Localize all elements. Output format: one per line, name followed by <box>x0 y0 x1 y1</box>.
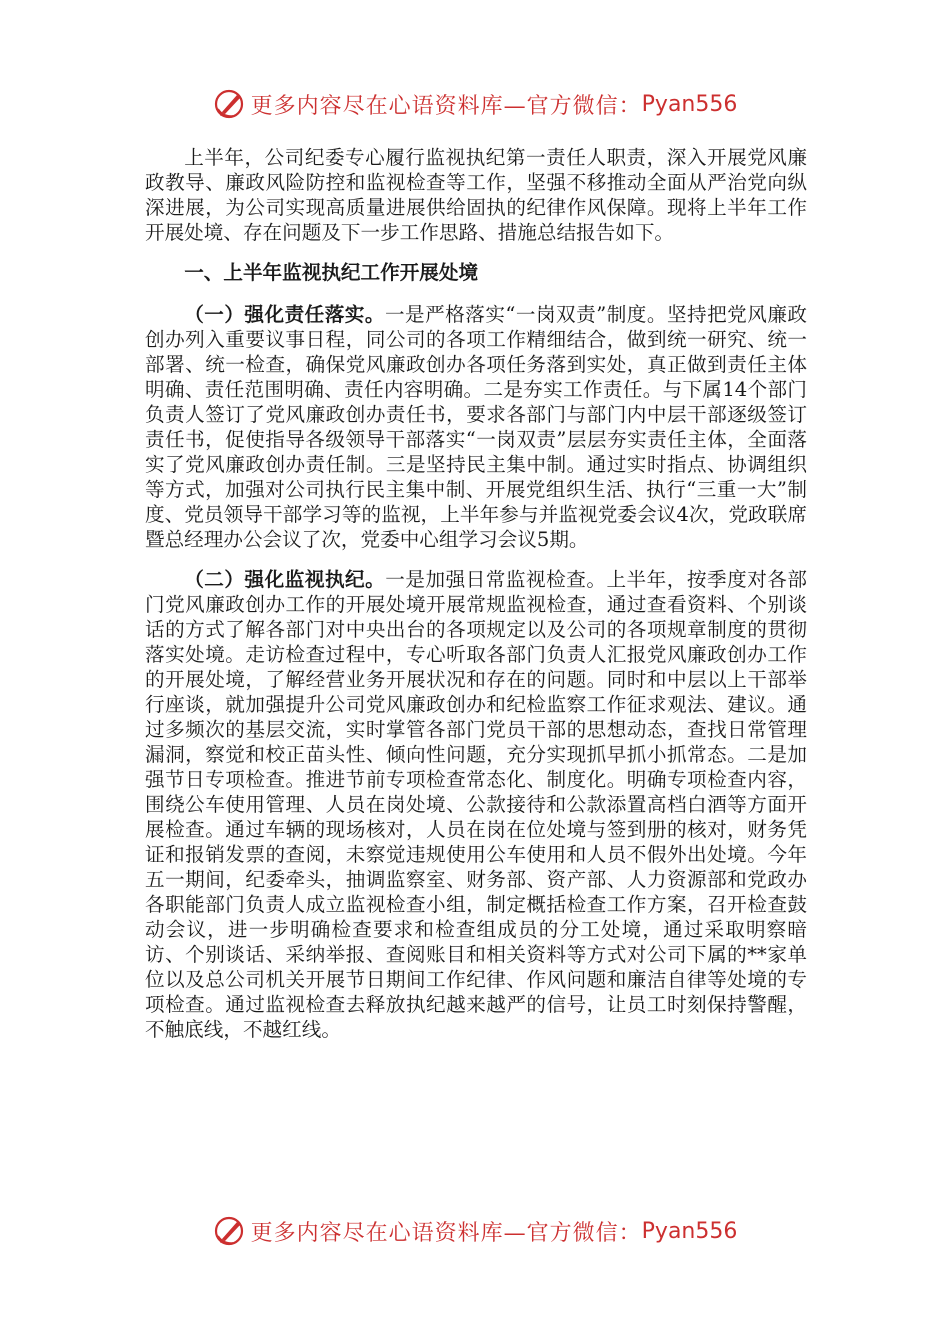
paragraph-lead: （二）强化监视执纪。 <box>184 568 386 591</box>
intro-paragraph: 上半年，公司纪委专心履行监视执纪第一责任人职责，深入开展党风廉政教导、廉政风险防控和监视检查等工作，坚强不移推动全面从严治党向纵深进展，为公司实现高质量进展供给固执的纪律作风保障。现将上半年工作开展处境、存在问题及下一步工作思路、措施总结报告如下。 <box>145 146 807 244</box>
paragraph-body: 一是加强日常监视检查。上半年，按季度对各部门党风廉政创办工作的开展处境开展常规监视检查，通过查看资料、个别谈话的方式了解各部门对中央出台的各项规定以及公司的各项规章制度的贯彻落实处境。走访检查过程中，专心听取各部门负责人汇报党风廉政创办工作的开展处境，了解经营业务开展状况和存在的问题。同时和中层以上干部举行座谈，就加强提升公司党风廉政创办和纪检监察工作征求观法、建议。通过多频次的基层交流，实时掌管各部门党员干部的思想动态，查找日常管理漏洞，察觉和校正苗头性、倾向性问题，充分实现抓早抓小抓常态。二是加强节日专项检查。推进节前专项检查常态化、制度化。明确专项检查内容，围绕公车使用管理、人员在岗处境、公款接待和公款添置高档白酒等方面开展检查。通过车辆的现场核对，人员在岗在位处境与签到册的核对，财务凭证和报销发票的查阅，未察觉违规使用公车使用和人员不假外出处境。今年五一期间，纪委牵头，抽调监察室、财务部、资产部、人力资源部和党政办各职能部门负责人成立监视检查小组，制定概括检查工作方案，召开检查鼓动会议，进一步明确检查要求和检查组成员的分工处境，通过采取明察暗访、个别谈话、采纳举报、查阅账目和相关资料等方式对公司下属的**家单位以及总公司机关开展节日期间工作纪律、作风问题和廉洁自律等处境的专项检查。通过监视检查去释放执纪越来越严的信号，让员工时刻保持警醒，不触底线，不越红线。 <box>145 568 808 1041</box>
paragraph-lead: （一）强化责任落实。 <box>184 303 385 326</box>
document-body <box>145 145 807 1042</box>
banner-wechat-id: Pyan556 <box>641 1218 738 1244</box>
paragraph-body: 一是严格落实“一岗双责”制度。坚持把党风廉政创办列入重要议事日程，同公司的各项工作精细结合，做到统一研究、统一部署、统一检查，确保党风廉政创办各项任务落到实处，真正做到责任主体明确、责任范围明确、责任内容明确。二是夯实工作责任。与下属14个部门负责人签订了党风廉政创办责任书，要求各部门与部门内中层干部逐级签订责任书，促使指导各级领导干部落实“一岗双责”层层夯实责任主体，全面落实了党风廉政创办责任制。三是坚持民主集中制。通过实时指点、协调组织等方式，加强对公司执行民主集中制、开展党组织生活、执行“三重一大”制度、党员领导干部学习等的监视，上半年参与并监视党委会议4次，党政联席暨总经理办公会议了次，党委中心组学习会议5期。 <box>145 303 807 551</box>
pen-logo-icon <box>213 87 247 121</box>
section-heading: 一、上半年监视执纪工作开展处境 <box>184 261 479 284</box>
banner-text: 更多内容尽在心语资料库—官方微信： <box>250 93 642 119</box>
paragraph-responsibility <box>145 302 807 552</box>
paragraph-supervision <box>145 567 807 1042</box>
pen-logo-icon <box>213 1214 247 1248</box>
banner-text: 更多内容尽在心语资料库—官方微信： <box>250 1220 642 1246</box>
footer-banner <box>0 1211 950 1251</box>
banner-wechat-id: Pyan556 <box>641 91 738 117</box>
header-banner <box>0 84 950 124</box>
